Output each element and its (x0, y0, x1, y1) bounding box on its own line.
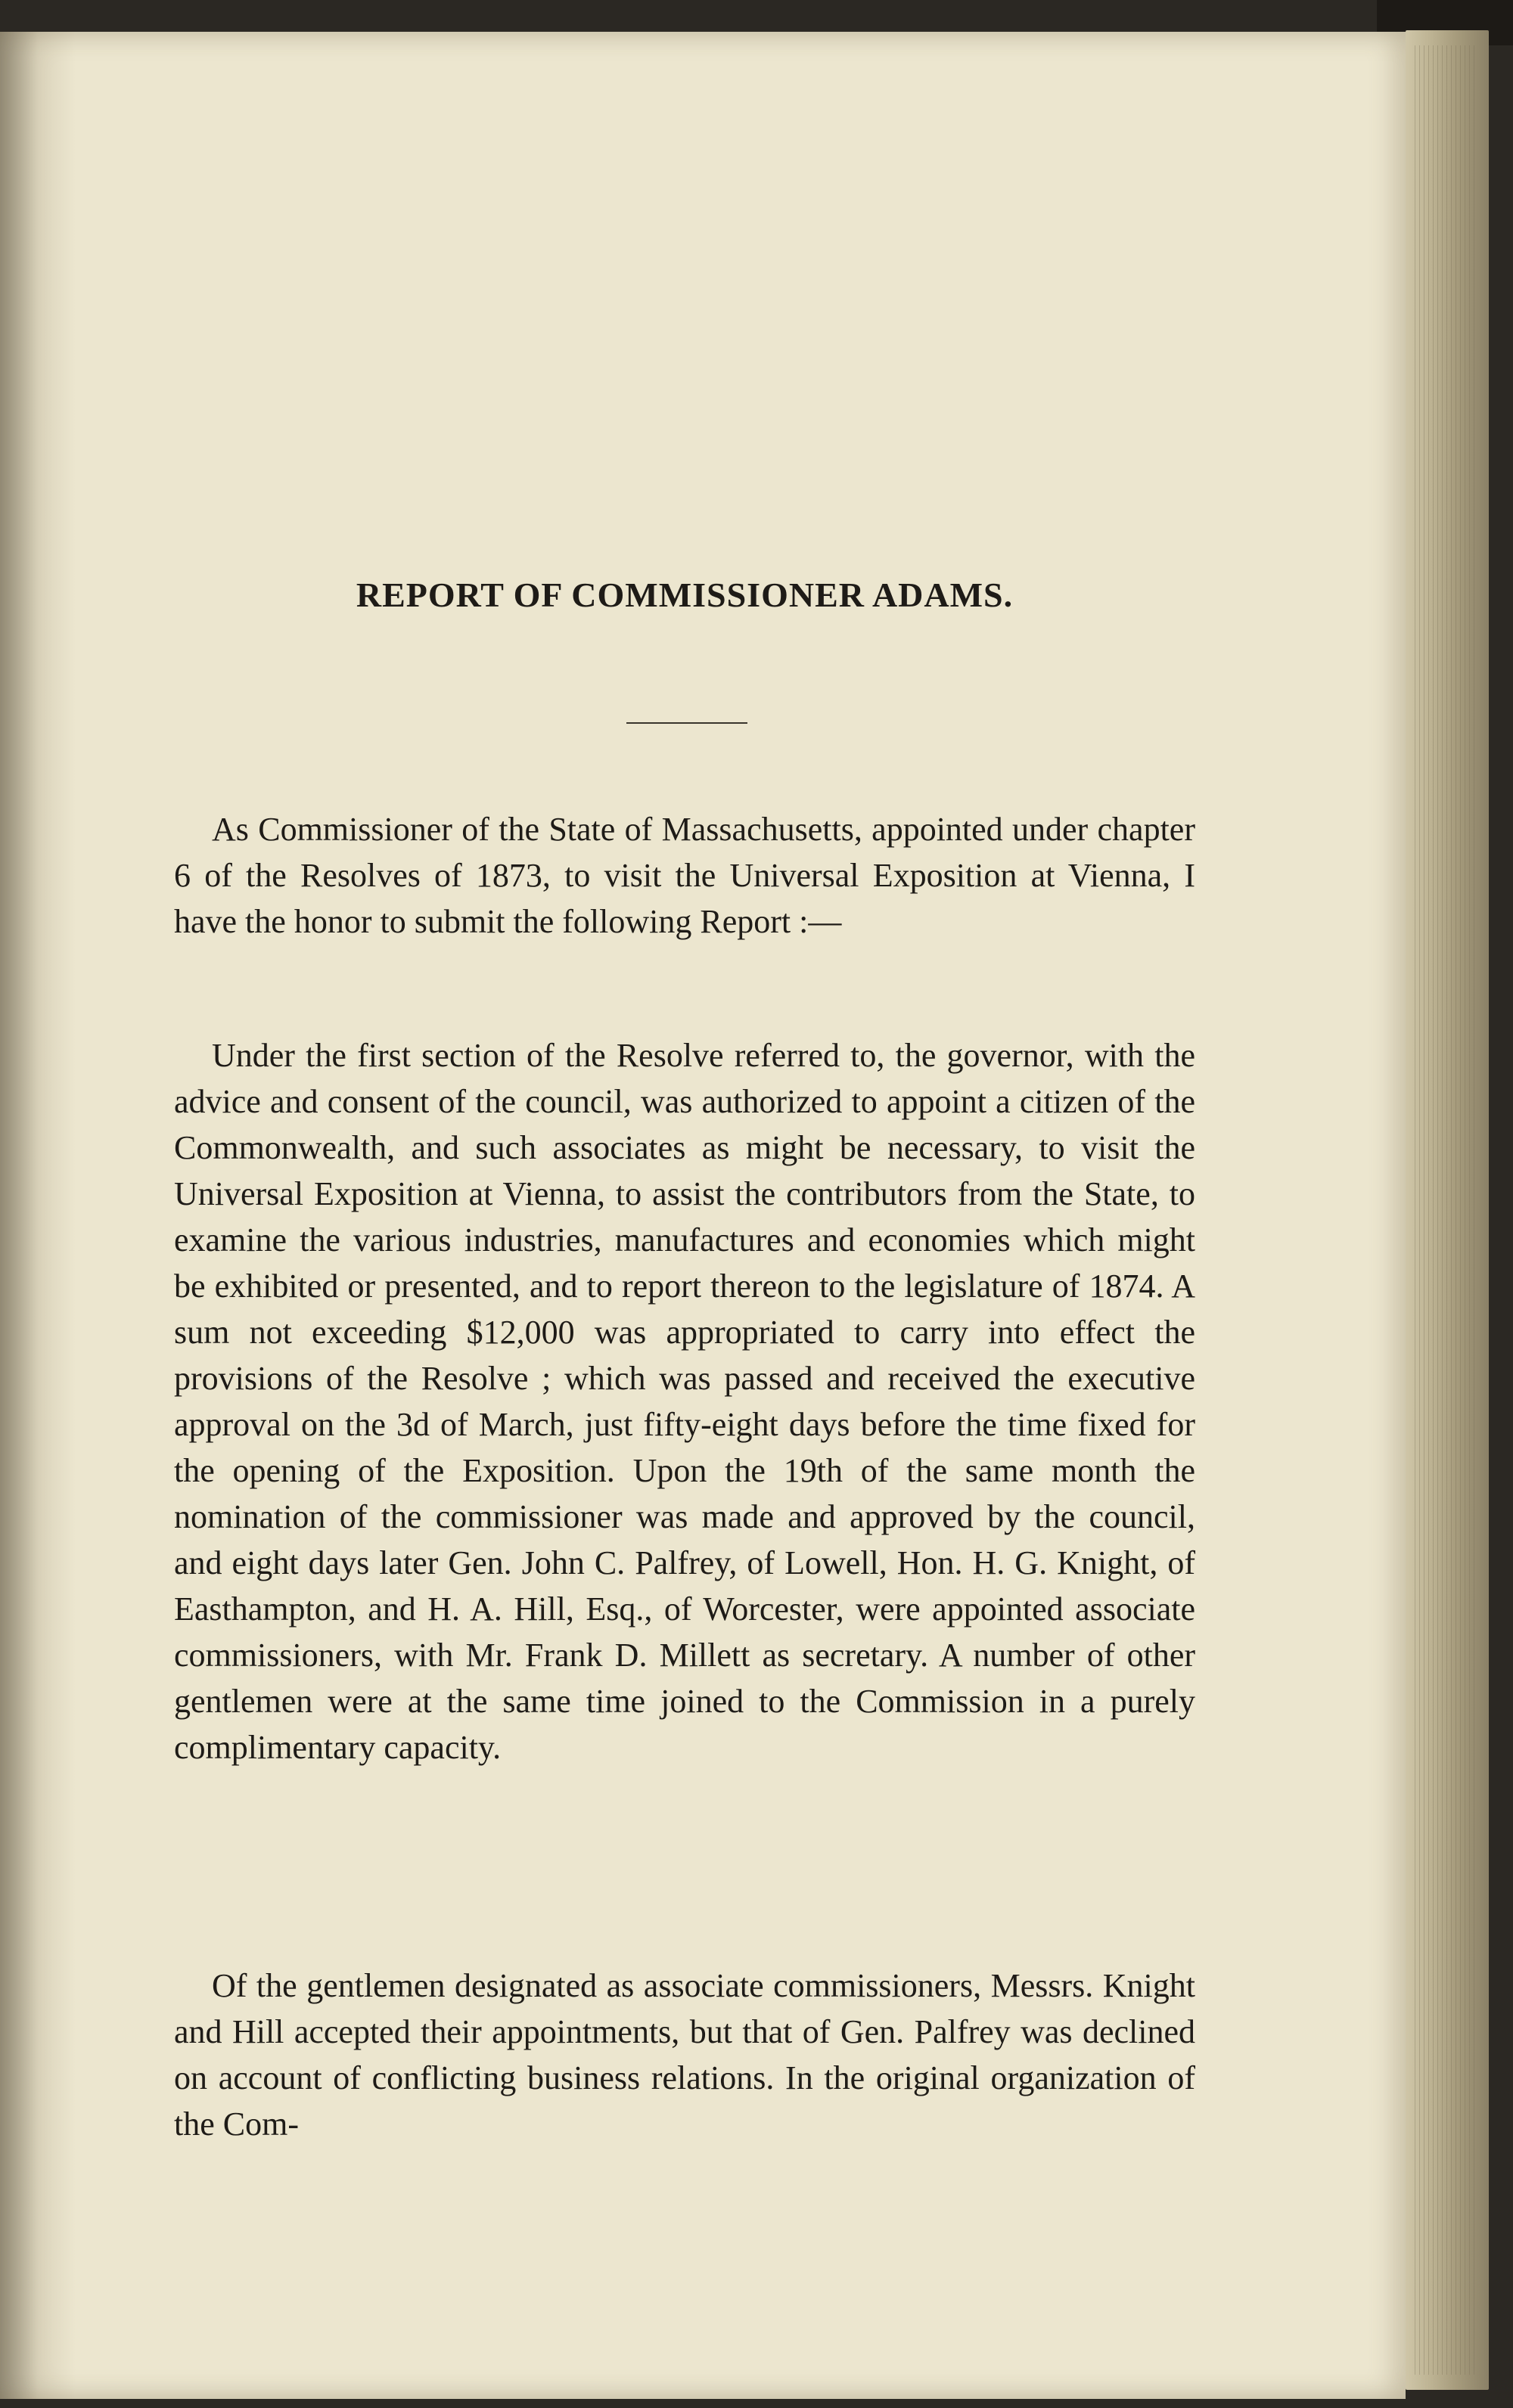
paragraph-intro: As Commissioner of the State of Massachusetts, appointed under chapter 6 of the Resolves of 1873, to visit the Universal Exposition at Vienna, I have the honor to submit the following Report :— (174, 811, 1195, 940)
paragraph-resolve: Under the first section of the Resolve referred to, the governor, with the advice and consent of the council, was authorized to appoint a citizen of the Commonwealth, and such associates as might be necessary, to visit the Universal Exposition at Vienna, to assist the contributors from the State, to examine the various industries, manufactures and economies which might be exhibited or presented, and to report thereon to the legislature of 1874. A sum not exceeding $12,000 was appropriated to carry into effect the provisions of the Resolve ; which was passed and received the executive approval on the 3d of March, just fifty-eight days before the time fixed for the opening of the Exposition. Upon the 19th of the same month the nomination of the commissioner was made and approved by the council, and eight days later Gen. John C. Palfrey, of Lowell, Hon. H. G. Knight, of Easthampton, and H. A. Hill, Esq., of Worcester, were appointed associate commissioners, with Mr. Frank D. Millett as secretary. A number of other gentlemen were at the same time joined to the Commission in a purely complimentary capacity. (174, 1037, 1195, 1766)
paragraph-associates: Of the gentlemen designated as associate commissioners, Messrs. Knight and Hill accepted their appointments, but that of Gen. Palfrey was declined on account of conflicting business relations. In the original organization of the Com- (174, 1967, 1195, 2143)
page-edge-texture (1415, 45, 1475, 2375)
title-divider (626, 722, 747, 724)
page-title: REPORT OF COMMISSIONER ADAMS. (356, 576, 1014, 614)
book-gutter (0, 32, 76, 2399)
